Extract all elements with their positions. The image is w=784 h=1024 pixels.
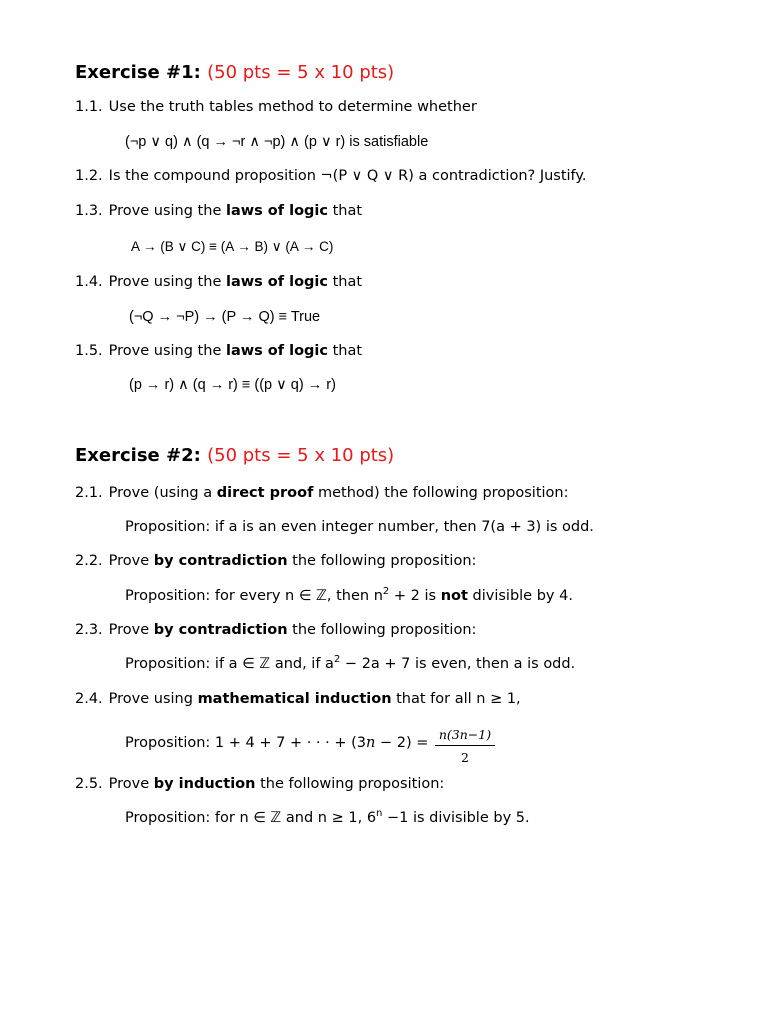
exercise-2-points: (50 pts = 5 x 10 pts) — [207, 445, 395, 466]
question-emphasis: laws of logic — [225, 343, 328, 359]
proposition-text: − 2) = — [375, 735, 429, 751]
proposition-2-5 — [125, 810, 530, 826]
question-emphasis: direct proof — [216, 485, 314, 501]
question-2-1 — [75, 485, 569, 501]
superscript: 2 — [382, 586, 390, 597]
question-text: the following proposition: — [260, 776, 445, 792]
fraction — [435, 727, 495, 765]
proposition-2-3 — [125, 656, 575, 672]
superscript: 2 — [333, 654, 341, 665]
formula-1-1: (¬p ∨ q) ∧ (q → ¬r ∧ ¬p) ∧ (p ∨ r) is satisfiable — [125, 134, 429, 150]
question-emphasis: by contradiction — [153, 553, 288, 569]
proposition-2-4 — [125, 735, 428, 751]
proposition-text: + 2 is — [389, 588, 441, 604]
question-emphasis: mathematical induction — [197, 691, 392, 707]
question-number: 1.1. — [75, 99, 103, 115]
question-text: Prove using the — [108, 274, 222, 290]
question-text: method) the following proposition: — [318, 485, 569, 501]
question-2-4 — [75, 691, 521, 707]
formula-1-3: A → (B ∨ C) ≡ (A → B) ∨ (A → C) — [131, 239, 334, 254]
fraction-numerator: n(3n−1) — [438, 727, 492, 742]
formula-1-4: (¬Q → ¬P) → (P → Q) ≡ True — [129, 309, 321, 325]
question-1-5 — [75, 343, 362, 359]
question-2-2 — [75, 553, 476, 569]
fraction-denominator: 2 — [461, 750, 469, 765]
exercise-1-title: Exercise #1: — [75, 62, 201, 83]
exercise-2-heading — [75, 445, 394, 466]
question-text: the following proposition: — [292, 553, 477, 569]
question-text: Prove — [108, 622, 150, 638]
question-1-3 — [75, 203, 362, 219]
question-text: Prove (using a — [108, 485, 213, 501]
proposition-emphasis: not — [440, 588, 468, 604]
question-1-1 — [75, 99, 477, 115]
proposition-2-2 — [125, 588, 573, 604]
proposition-text: −1 is divisible by 5. — [382, 810, 530, 826]
exercise-2-title: Exercise #2: — [75, 445, 201, 466]
question-emphasis: by contradiction — [153, 622, 288, 638]
question-text: Prove using the — [108, 203, 222, 219]
question-emphasis: laws of logic — [225, 274, 328, 290]
question-text: Prove — [108, 776, 150, 792]
exercise-1-points: (50 pts = 5 x 10 pts) — [207, 62, 395, 83]
math-variable: n — [366, 735, 376, 751]
proposition-text: Proposition: if a ∈ ℤ and, if a — [125, 656, 334, 672]
question-number: 2.2. — [75, 553, 103, 569]
fraction-bar — [435, 745, 495, 746]
question-text: that for all n ≥ 1, — [396, 691, 521, 707]
question-number: 2.4. — [75, 691, 103, 707]
question-text: that — [332, 343, 363, 359]
question-text: Use the truth tables method to determine whether — [108, 99, 477, 115]
question-2-3 — [75, 622, 476, 638]
question-text: Is the compound proposition ¬(P ∨ Q ∨ R) a contradiction? Justify. — [108, 168, 587, 184]
question-number: 1.5. — [75, 343, 103, 359]
proposition-2-1: Proposition: if a is an even integer number, then 7(a + 3) is odd. — [125, 519, 594, 535]
question-text: Prove using the — [108, 343, 222, 359]
question-number: 1.3. — [75, 203, 103, 219]
question-number: 2.5. — [75, 776, 103, 792]
question-1-2 — [75, 168, 587, 184]
question-emphasis: laws of logic — [225, 203, 328, 219]
question-text: Prove using — [108, 691, 193, 707]
proposition-text: Proposition: for every n ∈ ℤ, then n — [125, 588, 383, 604]
superscript: n — [376, 808, 383, 819]
proposition-text: − 2a + 7 is even, then a is odd. — [340, 656, 576, 672]
question-number: 1.4. — [75, 274, 103, 290]
question-number: 1.2. — [75, 168, 103, 184]
proposition-text: Proposition: 1 + 4 + 7 + · · · + (3 — [125, 735, 367, 751]
question-number: 2.3. — [75, 622, 103, 638]
question-text: Prove — [108, 553, 150, 569]
exercise-1-heading — [75, 62, 394, 83]
question-emphasis: by induction — [153, 776, 256, 792]
formula-1-5: (p → r) ∧ (q → r) ≡ ((p ∨ q) → r) — [129, 377, 336, 393]
proposition-text: divisible by 4. — [467, 588, 573, 604]
proposition-text: Proposition: for n ∈ ℤ and n ≥ 1, 6 — [125, 810, 377, 826]
question-text: that — [332, 203, 363, 219]
question-2-5 — [75, 776, 444, 792]
question-number: 2.1. — [75, 485, 103, 501]
question-text: the following proposition: — [292, 622, 477, 638]
question-1-4 — [75, 274, 362, 290]
question-text: that — [332, 274, 363, 290]
